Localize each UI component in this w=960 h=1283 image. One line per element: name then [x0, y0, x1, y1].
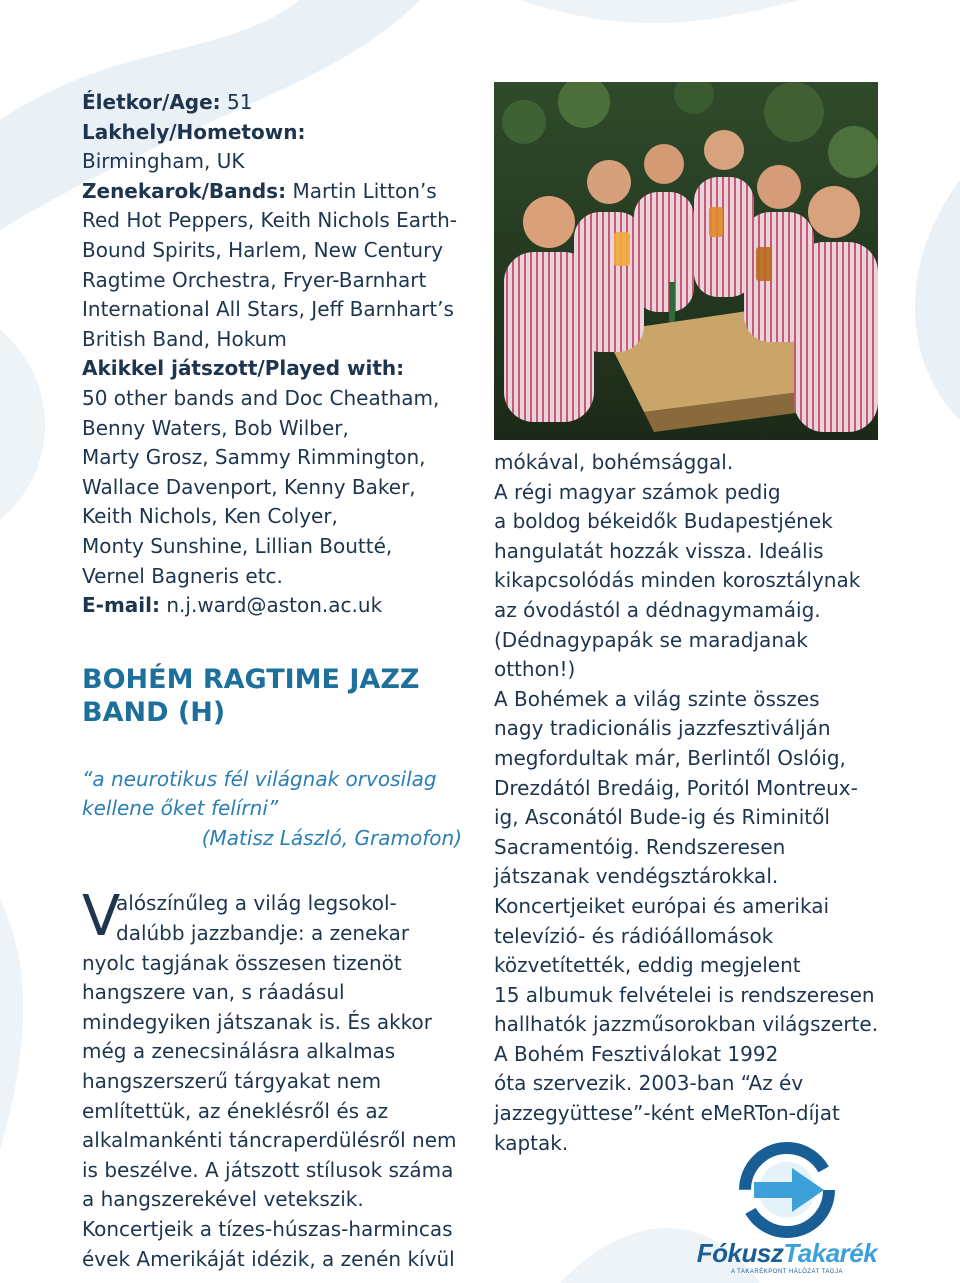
logo-wordmark: [692, 1238, 882, 1269]
email-label: E-mail:: [82, 593, 161, 618]
body-line: a boldog békeidők Budapestjének: [494, 509, 833, 534]
left-column: [82, 88, 482, 1274]
body-line: mindegyiken játszanak is. És akkor: [82, 1009, 432, 1034]
email-link[interactable]: n.j.ward@aston.ac.uk: [166, 593, 383, 618]
played-line: Monty Sunshine, Lillian Boutté,: [82, 533, 393, 558]
body-line: még a zenecsinálásra alkalmas: [82, 1039, 396, 1064]
body-line: 15 albumuk felvételei is rendszeresen: [494, 982, 875, 1007]
body-line: Koncertjeik a tízes-húszas-harmincas: [82, 1217, 453, 1241]
body-line: közvetítették, eddig megjelent: [494, 953, 801, 978]
bands-first: Martin Litton’s: [292, 178, 437, 203]
played-line: Benny Waters, Bob Wilber,: [82, 415, 349, 440]
arrow-circle-icon: [692, 1142, 882, 1238]
body-line: alkalmankénti táncraperdülésről nem: [82, 1128, 457, 1153]
body-line: (Dédnagypapák se maradjanak: [494, 627, 808, 652]
logo-tagline: A TAKARÉKPONT HÁLÓZAT TAGJA: [730, 1269, 844, 1275]
right-column: [494, 448, 894, 1158]
bands-line: International All Stars, Jeff Barnhart’s: [82, 297, 454, 322]
hometown-value: Birmingham, UK: [82, 149, 245, 174]
bands-line: British Band, Hokum: [82, 326, 287, 351]
body-line: az óvodástól a dédnagymamáig.: [494, 597, 821, 622]
body-line: Sacramentóig. Rendszeresen: [494, 834, 786, 859]
age-value: 51: [227, 90, 253, 114]
body-line: dalúbb jazzbandje: a zenekar: [116, 921, 410, 946]
body-line: is beszélve. A játszott stílusok száma: [82, 1157, 454, 1182]
band-photo: [494, 82, 878, 440]
played-label: Akikkel játszott/Played with:: [82, 356, 405, 381]
played-line: 50 other bands and Doc Cheatham,: [82, 385, 440, 410]
body-line: televízió- és rádióállomások: [494, 923, 774, 948]
body-line: otthon!): [494, 657, 576, 682]
body-line: hallhatók jazzműsorokban világszerte.: [494, 1012, 879, 1037]
body-line: óta szervezik. 2003-ban “Az év: [494, 1071, 804, 1096]
age-label: Életkor/Age:: [82, 90, 221, 114]
body-line: évek Amerikáját idézik, a zenén kívül: [82, 1246, 455, 1271]
played-line: Marty Grosz, Sammy Rimmington,: [82, 445, 426, 470]
logo-name-part1: Fókusz: [696, 1238, 784, 1268]
bands-label: Zenekarok/Bands:: [82, 178, 287, 203]
band-title: BOHÉM RAGTIME JAZZ: [82, 663, 420, 695]
body-line: ig, Asconától Bude-ig és Riminitől: [494, 805, 830, 830]
hometown-label: Lakhely/Hometown:: [82, 119, 306, 144]
body-line: kikapcsolódás minden korosztálynak: [494, 568, 861, 593]
age-row: [82, 88, 482, 118]
body-line: játszanak vendégsztárokkal.: [494, 864, 779, 889]
drop-cap: V: [82, 884, 121, 950]
body-line: nyolc tagjának összesen tizenöt: [82, 950, 402, 975]
bands-line: Ragtime Orchestra, Fryer-Barnhart: [82, 267, 427, 292]
fokusz-takarek-logo: [692, 1142, 882, 1278]
body-line: hangulatát hozzák vissza. Ideális: [494, 538, 824, 563]
body-line: Drezdától Bredáig, Poritól Montreux-: [494, 775, 858, 800]
body-line: hangszerszerű tárgyakat nem: [82, 1069, 382, 1094]
body-line: említettük, az éneklésről és az: [82, 1098, 389, 1123]
played-line: Wallace Davenport, Kenny Baker,: [82, 474, 416, 499]
body-line: kaptak.: [494, 1130, 569, 1155]
body-line: hangszere van, s ráadásul: [82, 980, 345, 1005]
band-title: BAND (H): [82, 696, 226, 728]
body-line: alószínűleg a világ legsokol-: [116, 891, 397, 916]
quote-line: kellene őket felírni”: [82, 796, 279, 821]
body-line: A régi magyar számok pedig: [494, 479, 781, 504]
body-line: mókával, bohémsággal.: [494, 450, 734, 474]
email-row: [82, 591, 482, 621]
bands-row: [82, 177, 482, 207]
bands-line: Bound Spirits, Harlem, New Century: [82, 237, 444, 262]
body-line: Koncertjeiket európai és amerikai: [494, 893, 829, 918]
body-intro: [82, 884, 482, 950]
logo-name-part2: Takarék: [783, 1238, 878, 1268]
quote-line: “a neurotikus fél világnak orvosilag: [82, 766, 437, 791]
body-line: nagy tradicionális jazzfesztiválján: [494, 716, 831, 741]
body-line: A Bohém Fesztiválokat 1992: [494, 1041, 779, 1066]
played-line: Vernel Bagneris etc.: [82, 563, 283, 588]
quote-source: (Matisz László, Gramofon): [201, 825, 462, 850]
bands-line: Red Hot Peppers, Keith Nichols Earth-: [82, 208, 457, 233]
body-line: jazzegyüttese”-ként eMeRTon-díjat: [494, 1101, 840, 1126]
played-line: Keith Nichols, Ken Colyer,: [82, 504, 338, 529]
body-line: A Bohémek a világ szinte összes: [494, 686, 820, 711]
body-line: a hangszerekével vetekszik.: [82, 1187, 364, 1212]
body-line: megfordultak már, Berlintől Oslóig,: [494, 745, 846, 770]
